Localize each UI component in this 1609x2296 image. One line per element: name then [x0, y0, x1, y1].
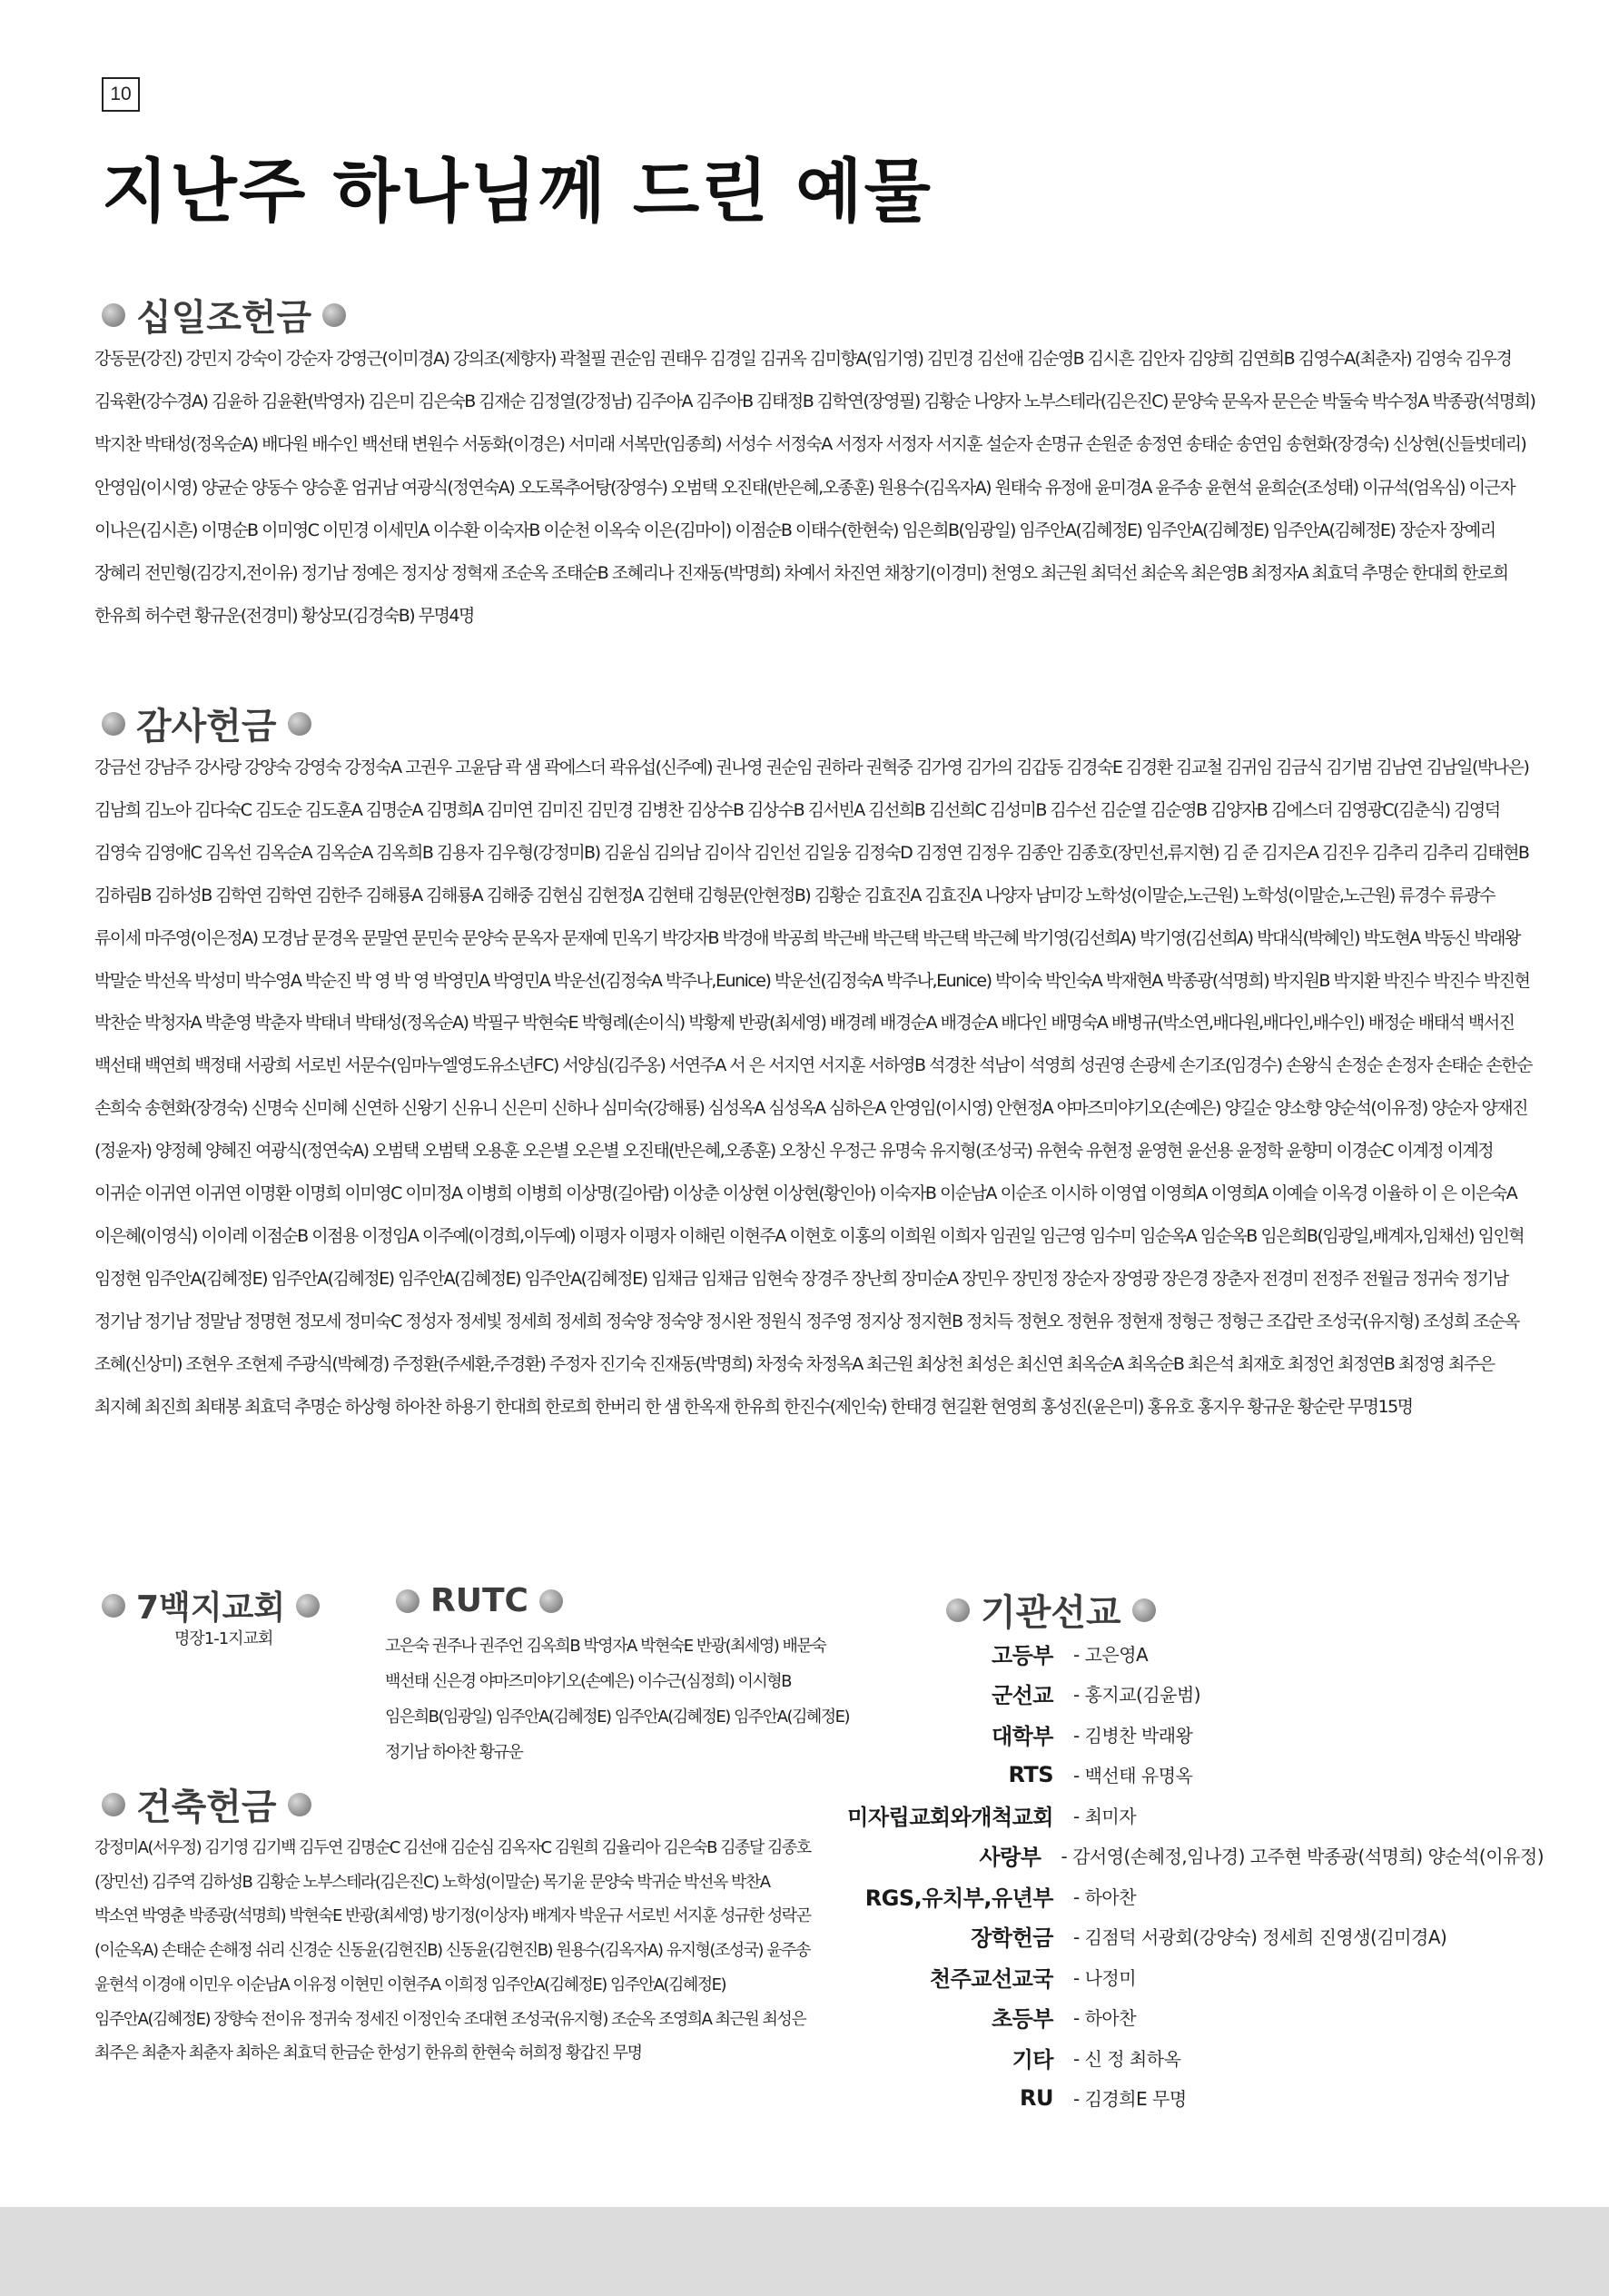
- mission-value: - 나정미: [1073, 1966, 1137, 1989]
- mission-value: - 김병찬 박래왕: [1073, 1724, 1193, 1747]
- mission-label: RTS: [1008, 1761, 1053, 1787]
- mission-value: - 감서영(손혜정,임나경) 고주현 박종광(석명희) 양순석(이유정): [1061, 1846, 1544, 1868]
- mission-value: - 고은영A: [1073, 1643, 1149, 1666]
- mission-row: [817, 1997, 1544, 2038]
- bullet-icon: [288, 712, 311, 736]
- mission-row: [817, 2078, 1544, 2119]
- page-title: 지난주 하나님께 드린 예물: [102, 151, 933, 232]
- baekji-heading: [102, 1582, 320, 1628]
- bullet-icon: [102, 1793, 125, 1816]
- mission-value: - 신 정 최하옥: [1073, 2047, 1181, 2070]
- bullet-icon: [102, 303, 125, 327]
- mission-row: [817, 1755, 1544, 1796]
- page-number: 10: [102, 77, 140, 112]
- mission-label: 고등부: [991, 1642, 1053, 1668]
- bullet-icon: [396, 1589, 420, 1613]
- mission-value: - 하아찬: [1073, 2007, 1137, 2030]
- missions-heading-label: 기관선교: [981, 1592, 1121, 1634]
- baekji-text: 명장1-1지교회: [174, 1629, 273, 1648]
- bullet-icon: [102, 1594, 125, 1618]
- mission-row: [817, 1633, 1544, 1674]
- mission-label: 군선교: [991, 1683, 1053, 1709]
- mission-row: [817, 1916, 1544, 1957]
- building-names: 강정미A(서우정) 김기영 김기백 김두연 김명순C 김선애 김순심 김옥자C 김원희 김율리아 김은숙B 김종달 김종호(장민선) 김주역 김하성B 김황순 노부스테라(김은진C) 노학성(이말순) 목기윤 문양숙 박귀순 박선옥 박찬A 박소연 박영춘 박종광(석명희) 박현숙E 반광(최세영) 방기정(이상자) 배계자 박운규 서로빈 서지훈 성규한 성락곤(이순옥A) 손태순 손해정 쉬리 신경순 신동윤(김현진B) 신동윤(김현진B) 원용수(김옥자A) 유지형(조성국) 윤주송 윤현석 이경애 이민우 이순남A 이유정 이현민 이현주A 이희정 임주안A(김혜정E) 임주안A(김혜정E) 임주안A(김혜정E) 장향숙 전이유 정귀숙 정세진 이정인숙 조대현 조성국(유지형) 조순옥 조영희A 최근원 최성은 최주은 최춘자 최춘자 최하은 최효덕 한금순 한성기 한유희 한현숙 허희정 황갑진 무명: [94, 1838, 811, 2063]
- building-heading-label: 건축헌금: [136, 1786, 277, 1828]
- mission-row: [817, 1714, 1544, 1755]
- mission-row: [817, 1875, 1544, 1916]
- missions-heading: [946, 1584, 1156, 1636]
- bullet-icon: [946, 1598, 970, 1622]
- mission-label: 미자립교회와개척교회: [847, 1804, 1053, 1830]
- tithe-heading: [102, 289, 346, 341]
- thanks-heading-label: 감사헌금: [136, 706, 277, 747]
- bullet-icon: [102, 712, 125, 736]
- mission-row: [817, 1836, 1544, 1876]
- mission-row: [817, 2037, 1544, 2078]
- mission-label: 초등부: [991, 2006, 1053, 2033]
- mission-value: - 홍지교(김윤범): [1073, 1684, 1201, 1707]
- mission-value: - 하아찬: [1073, 1885, 1137, 1908]
- tithe-names: 강동문(강진) 강민지 강숙이 강순자 강영근(이미경A) 강의조(제향자) 곽철필 권순임 권태우 김경일 김귀옥 김미향A(임기영) 김민경 김선애 김순영B 김시흔 김안자 김양희 김연희B 김영수A(최춘자) 김영숙 김우경 김육환(강수경A) 김윤하 김윤환(박영자) 김은미 김은숙B 김재순 김정열(강정남) 김주아A 김주아B 김태정B 김학연(장영필) 김황순 나양자 노부스테라(김은진C) 문양숙 문옥자 문은순 박둘숙 박수정A 박종광(석명희) 박지찬 박태성(정옥순A) 배다원 배수인 백선태 변원수 서동화(이경은) 서미래 서복만(임종희) 서성수 서정숙A 서정자 서정자 서지훈 설순자 손명규 손원준 송정연 송태순 송연임 송현화(장경숙) 신상현(신들벗데리) 안영임(이시영) 양균순 양동수 양승훈 엄귀남 여광식(정연숙A) 오도록추어탕(장영수) 오범택 오진태(반은혜,오종훈) 원용수(김옥자A) 원태숙 유정애 윤미경A 윤주송 윤현석 윤희순(조성태) 이규석(엄옥심) 이근자 이나은(김시흔) 이명순B 이미영C 이민경 이세민A 이수환 이숙자B 이순천 이옥숙 이은(김마이) 이점순B 이태수(한현숙) 임은희B(임광일) 임주안A(김혜정E) 임주안A(김혜정E) 임주안A(김혜정E) 장순자 장예리 장혜리 전민형(김강지,전이유) 정기남 정예은 정지상 정혁재 조순옥 조태순B 조혜리나 진재동(박명희) 차예서 차진연 채창기(이경미) 천영오 최근원 최덕선 최순옥 최은영B 최정자A 최효덕 추명순 한대희 한로희 한유희 허수련 황규운(전경미) 황상모(김경숙B) 무명4명: [94, 349, 1535, 627]
- thanks-names: 강금선 강남주 강사랑 강양숙 강영숙 강정숙A 고권우 고윤담 곽 샘 곽에스더 곽유섭(신주예) 권나영 권순임 권하라 권혁중 김가영 김가의 김갑동 김경숙E 김경환 김교철 김귀임 김금식 김기범 김남연 김남일(박나은) 김남희 김노아 김다숙C 김도순 김도훈A 김명순A 김명희A 김미연 김미진 김민경 김병찬 김상수B 김상수B 김서빈A 김선희B 김선희C 김성미B 김수선 김순열 김순영B 김양자B 김에스더 김영광C(김춘식) 김영덕 김영숙 김영애C 김옥선 김옥순A 김옥순A 김옥희B 김용자 김우형(강정미B) 김윤심 김의남 김이삭 김인선 김일웅 김정숙D 김정연 김정우 김종안 김종호(장민선,류지현) 김 준 김지은A 김진우 김추리 김추리 김태현B 김하림B 김하성B 김학연 김학연 김한주 김해룡A 김해룡A 김해중 김현심 김현정A 김현태 김형문(안현정B) 김황순 김효진A 김효진A 나양자 남미강 노학성(이말순,노근원) 노학성(이말순,노근원) 류경수 류광수 류이세 마주영(이은정A) 모경남 문경옥 문말연 문민숙 문양숙 문옥자 문재예 민옥기 박강자B 박경애 박공희 박근배 박근택 박근택 박근혜 박기영(김선희A) 박기영(김선희A) 박대식(박혜인) 박도현A 박동신 박래왕 박말순 박선옥 박성미 박수영A 박순진 박 영 박 영 박영민A 박영민A 박운선(김정숙A 박주나,Eunice) 박운선(김정숙A 박주나,Eunice) 박이숙 박인숙A 박재현A 박종광(석명희) 박지원B 박지환 박진수 박진수 박진현 박찬순 박청자A 박춘영 박춘자 박태녀 박태성(정옥순A) 박필구 박현숙E 박형례(손이식) 박황제 반광(최세영) 배경례 배경순A 배경순A 배다인 배명숙A 배병규(박소연,배다원,배다인,배수인) 배정순 배태석 백서진 백선태 백연희 백정태 서광희 서로빈 서문수(임마누엘영도유소년FC) 서양심(김주옹) 서연주A 서 은 서지연 서지훈 서하영B 석경찬 석남이 석영희 성권영 손광세 손기조(임경수) 손왕식 손정순 손정자 손태순 손한순 손희숙 송현화(장경숙) 신명숙 신미혜 신연하 신왕기 신유니 신은미 신하나 심미숙(강해룡) 심성옥A 심성옥A 심하은A 안영임(이시영) 안현정A 야마즈미야기오(손예은) 양길순 양소향 양순석(이유정) 양순자 양재진(정윤자) 양정혜 양혜진 여광식(정연숙A) 오범택 오범택 오용훈 오은별 오은별 오진태(반은혜,오종훈) 오창신 우정근 유명숙 유지형(조성국) 유현숙 유현정 윤영현 윤선용 윤정학 윤향미 이경순C 이계정 이계정 이귀순 이귀연 이귀연 이명환 이명희 이미영C 이미정A 이병희 이병희 이상명(길아람) 이상춘 이상현 이상현(황인아) 이숙자B 이순남A 이순조 이시하 이영엽 이영희A 이영희A 이예슬 이옥경 이율하 이 은 이은숙A 이은혜(이영식) 이이레 이점순B 이점용 이정임A 이주예(이경희,이두예) 이평자 이평자 이해린 이현주A 이현호 이홍의 이희원 이희자 임권일 임근영 임수미 임순옥A 임순옥B 임은희B(임광일,배계자,임채선) 임인혁 임정현 임주안A(김혜정E) 임주안A(김혜정E) 임주안A(김혜정E) 임주안A(김혜정E) 임채금 임채금 임현숙 장경주 장난희 장미순A 장민우 장민정 장순자 장영광 장은경 장춘자 전경미 전정주 전월금 정귀숙 정기남 정기남 정기남 정말남 정명현 정모세 정미숙C 정성자 정세빛 정세희 정세희 정숙양 정숙양 정시완 정원식 정주영 정지상 정지현B 정치득 정현오 정현유 정현재 정형근 정형근 조갑란 조성국(유지형) 조성희 조순옥 조혜(신상미) 조현우 조현제 주광식(박혜경) 주정환(주세환,주경환) 주정자 진기숙 진재동(박명희) 차정숙 차정옥A 최근원 최상천 최성은 최신연 최옥순A 최옥순B 최은석 최재호 최정언 최정연B 최정영 최주은 최지혜 최진희 최태봉 최효덕 추명순 하상형 하아찬 하용기 한대희 한로희 한버리 한 샘 한옥재 한유희 한진수(제인숙) 한태경 현길환 현영희 홍성진(윤은미) 홍유호 홍지우 황규운 황순란 무명15명: [94, 757, 1532, 1417]
- mission-value: - 김경희E 무명: [1073, 2088, 1187, 2111]
- missions-list: [817, 1633, 1544, 2118]
- mission-value: - 김점덕 서광회(강양숙) 정세희 진영생(김미경A): [1073, 1926, 1447, 1949]
- baekji-heading-label: 7백지교회: [136, 1589, 286, 1627]
- mission-value: - 최미자: [1073, 1805, 1137, 1827]
- building-heading: [102, 1778, 311, 1830]
- bullet-icon: [539, 1589, 563, 1613]
- mission-label: 천주교선교국: [929, 1965, 1053, 1992]
- mission-label: RU: [1020, 2084, 1053, 2111]
- bullet-icon: [288, 1793, 311, 1816]
- mission-row: [817, 1795, 1544, 1836]
- mission-label: 대학부: [991, 1723, 1053, 1749]
- footer-band: [0, 2207, 1609, 2296]
- mission-label: 장학헌금: [971, 1925, 1053, 1952]
- bullet-icon: [1132, 1598, 1156, 1622]
- tithe-heading-label: 십일조헌금: [136, 297, 312, 339]
- mission-label: 사랑부: [979, 1845, 1041, 1871]
- mission-row: [817, 1674, 1544, 1715]
- mission-label: 기타: [1012, 2046, 1053, 2073]
- mission-label: RGS,유치부,유년부: [864, 1885, 1053, 1911]
- thanks-heading: [102, 698, 311, 749]
- rutc-heading-label: RUTC: [430, 1582, 528, 1619]
- rutc-names: 고은숙 권주나 권주언 김옥희B 박영자A 박현숙E 반광(최세영) 배문숙 백선태 신은경 야마즈미야기오(손예은) 이수근(심정희) 이시형B 임은희B(임광일) 임주안A(김혜정E) 임주안A(김혜정E) 임주안A(김혜정E) 정기남 하아찬 황규운: [385, 1637, 850, 1762]
- mission-value: - 백선태 유명옥: [1073, 1765, 1193, 1787]
- rutc-heading: [396, 1582, 563, 1619]
- mission-row: [817, 1956, 1544, 1997]
- bullet-icon: [296, 1594, 320, 1618]
- bullet-icon: [322, 303, 346, 327]
